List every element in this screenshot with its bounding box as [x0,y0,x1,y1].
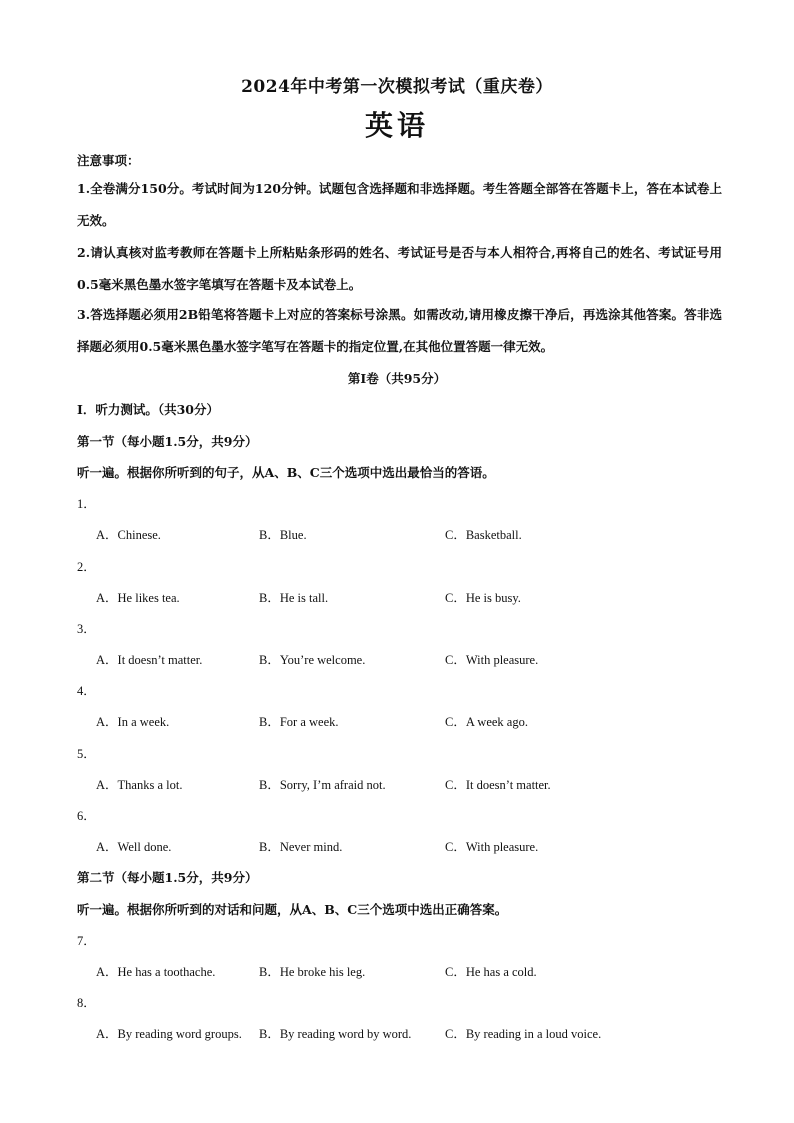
option-b: B．He is tall. [259,591,329,605]
option-b: B．Never mind. [259,840,343,854]
option-a: A．Well done. [96,840,172,854]
option-c: C．By reading in a loud voice. [445,1027,602,1041]
option-b: B．By reading word by word. [259,1027,412,1041]
option-b: B．For a week. [259,715,339,729]
option-b: B．You’re welcome. [259,653,366,667]
question-number: 4． [77,684,96,698]
option-a: A．He likes tea. [96,591,180,605]
option-a: A．In a week. [96,715,170,729]
option-c: C．It doesn’t matter. [445,778,551,792]
option-c: C．A week ago. [445,715,528,729]
section1-instruction: 听一遍。根据你所听到的句子，从A、B、C三个选项中选出最恰当的答语。 [77,465,495,480]
question-number: 1． [77,497,96,511]
notice-heading: 注意事项： [77,153,140,168]
section2-title: 第二节（每小题1.5分，共9分） [77,870,258,885]
exam-title: 2024年中考第一次模拟考试（重庆卷） [241,77,553,97]
subject-title: 英语 [364,109,429,142]
question-number: 6． [77,809,96,823]
option-c: C．With pleasure. [445,653,539,667]
notice-item-3: 3.答选择题必须用2B铅笔将答题卡上对应的答案标号涂黑。如需改动,请用橡皮擦干净后，再选涂其他答案。答非选择题必须用0.5毫米黑色墨水签字笔写在答题卡的指定位置,在其他位置答题一律无效。 [77,307,722,354]
volume-title: 第I卷（共95分） [347,371,447,386]
option-a: A．He has a toothache. [96,965,216,979]
question-number: 2． [77,560,96,574]
section1-title: 第一节（每小题1.5分，共9分） [77,434,258,449]
part1-title: Ⅰ．听力测试。（共30分） [77,402,219,417]
option-c: C．He is busy. [445,591,521,605]
option-b: B．He broke his leg. [259,965,366,979]
question-number: 7． [77,934,96,948]
option-a: A．By reading word groups. [96,1027,242,1041]
option-c: C．With pleasure. [445,840,539,854]
option-a: A．Thanks a lot. [96,778,183,792]
option-c: C．Basketball. [445,528,522,542]
question-number: 3． [77,622,96,636]
option-b: B．Blue. [259,528,307,542]
notice-item-2: 2.请认真核对监考教师在答题卡上所粘贴条形码的姓名、考试证号是否与本人相符合,再将自己的姓名、考试证号用0.5毫米黑色墨水签字笔填写在答题卡及本试卷上。 [77,245,722,292]
section2-instruction: 听一遍。根据你所听到的对话和问题，从A、B、C三个选项中选出正确答案。 [77,902,508,917]
option-a: A．Chinese. [96,528,161,542]
notice-item-1: 1.全卷满分150分。考试时间为120分钟。试题包含选择题和非选择题。考生答题全部答在答题卡上，答在本试卷上无效。 [77,181,722,228]
option-a: A．It doesn’t matter. [96,653,203,667]
question-number: 5． [77,747,96,761]
option-c: C．He has a cold. [445,965,537,979]
question-number: 8． [77,996,96,1010]
option-b: B．Sorry, I’m afraid not. [259,778,386,792]
